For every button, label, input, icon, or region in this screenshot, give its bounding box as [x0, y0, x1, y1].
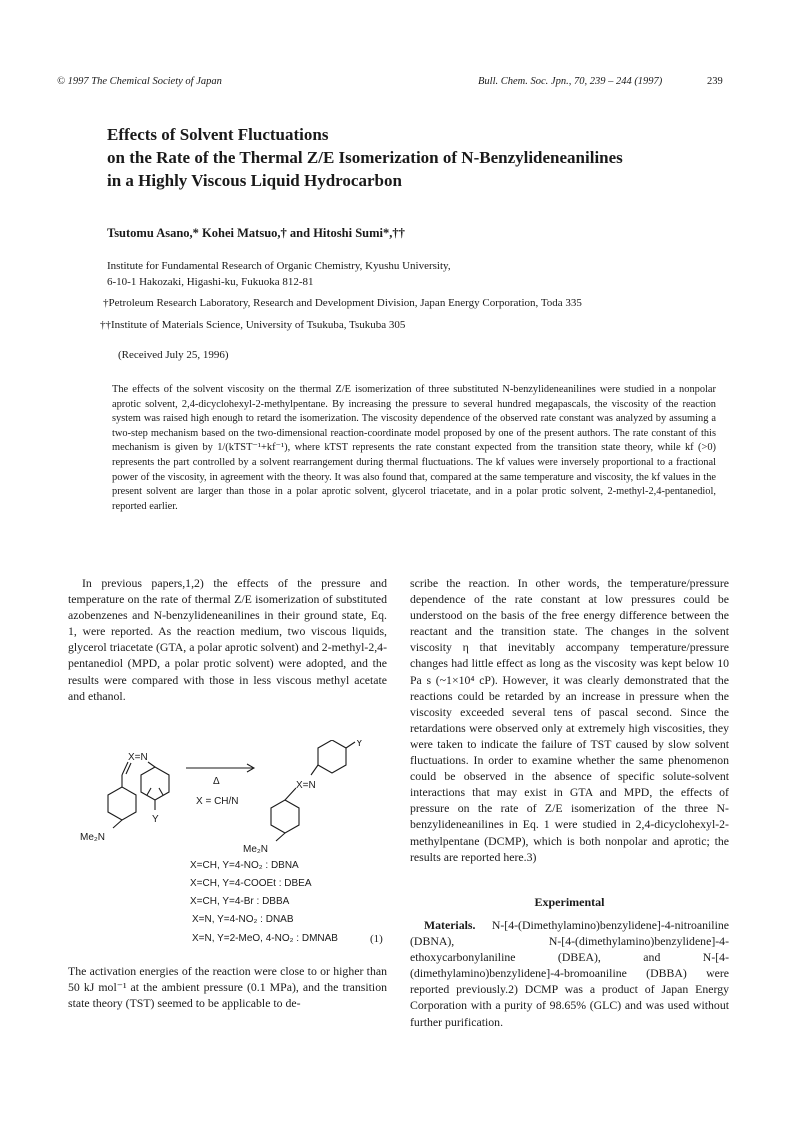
affiliation-1-line-1: Institute for Fundamental Research of Organic Chemistry, Kyushu University, — [107, 260, 451, 272]
compound-dbna: X=CH, Y=4-NO₂ : DBNA — [190, 860, 299, 871]
abstract: The effects of the solvent viscosity on the thermal Z/E isomerization of three substituted N-benzylideneanilines were studied in a nonpolar aprotic solvent, 2,4-dicyclohexyl-2-methylpentane. By increasing the pressure to several hundred megapascals, the viscosity of the reaction system was raised high enough to retard the isomerization. The viscosity dependence of the observed rate constant was analyzed by assuming a two-step mechanism based on the two-dimensional reaction-coordinate model proposed by one of the present authors. The rate constant of this mechanism is given by 1/(kTST⁻¹+kf⁻¹), where kTST represents the rate constant expected from the transition state theory, while kf (>0) represents the part controlled by a solvent rearrangement during thermal fluctuations. The kf values were inversely proportional to a fractional power of the viscosity, in agreement with the theory. It was also found that, compared at the same temperature and viscosity, the kf values in the present solvent are larger than those in a polar aprotic solvent, glycerol triacetate, and in a polar protic solvent, 2-methyl-2,4-pentanediol, reported earlier. — [112, 384, 716, 512]
compound-dbea: X=CH, Y=4-COOEt : DBEA — [190, 878, 312, 889]
title-line-3: in a Highly Viscous Liquid Hydrocarbon — [107, 171, 402, 190]
ring-right-d — [318, 740, 346, 773]
journal-copyright: © 1997 The Chemical Society of Japan — [57, 76, 222, 87]
scheme-xn-left: X=N — [128, 752, 148, 763]
scheme-y-left: Y — [152, 814, 159, 825]
intro-paragraph: In previous papers,1,2) the effects of the pressure and temperature on the rate of thermal Z/E isomerization of substituted azobenzenes and N-benzylideneanilines in their ground state, Eq. 1, were reported. As the reaction medium, two viscous liquids, glycerol triacetate (GTA, a polar aprotic solvent) and 2-methyl-2,4-pentanediol (MPD, a polar protic solvent) were adopted, and the results were compared with those in less viscous methyl acetate and ethanol. — [68, 576, 387, 703]
materials-label: Materials. — [424, 918, 476, 932]
authors: Tsutomu Asano,* Kohei Matsuo,† and Hitoshi Sumi*,†† — [107, 226, 405, 240]
ring-left-b — [141, 767, 169, 800]
page-number: 239 — [707, 76, 723, 87]
reaction-scheme — [68, 740, 388, 955]
title-line-1: Effects of Solvent Fluctuations — [107, 125, 329, 144]
title-line-2: on the Rate of the Thermal Z/E Isomerization of N-Benzylideneanilines — [107, 148, 623, 167]
journal-citation: Bull. Chem. Soc. Jpn., 70, 239 – 244 (1997) — [478, 76, 663, 87]
section-heading-experimental: Experimental — [534, 895, 605, 909]
scheme-x-definition: X = CH/N — [196, 796, 239, 807]
discussion-paragraph: scribe the reaction. In other words, the temperature/pressure dependence of the rate constant at low pressures could be understood on the basis of the free energy difference between the reactant and the transition state. The changes in the solvent viscosity η that inevitably accompany temperature/pressure changes had little effect as long as the viscosity was kept below 10 Pa s (~1×10⁴ cP). However, it was clearly demonstrated that the reactions could be retarded by an increase in pressure when the viscosity exceeded several tens of pascal second. Since the retardations were observed only at extremely high viscosities, they were taken to indicate the failure of TST caused by slow solvent fluctuations. In order to examine whether the same phenomenon could be observed in the absence of specific solute-solvent interactions that may exist in GTA and MPD, the effects of pressure on the rate of Z/E isomerization of the three N-benzylideneanilines in Eq. 1 were studied in 2,4-dicyclohexyl-2-methylpentane (DCMP), which is both nonpolar and aprotic; the results are reported here.3) — [410, 576, 729, 864]
equation-number: (1) — [370, 933, 383, 945]
scheme-me2n-right: Me₂N — [243, 844, 268, 855]
compound-dmnab: X=N, Y=2-MeO, 4-NO₂ : DMNAB — [192, 933, 338, 944]
materials-paragraph — [410, 917, 729, 1030]
affiliation-3: ††Institute of Materials Science, University of Tsukuba, Tsukuba 305 — [100, 319, 406, 331]
materials-text: N-[4-(Dimethylamino)benzylidene]-4-nitroaniline (DBNA), N-[4-(dimethylamino)benzylidene]-4-ethoxycarbonylaniline (DBEA), and N-[4-(dimethylamino)benzylidene]-4-bromoaniline (DBBA) were reported previously.2) DCMP was a product of Japan Energy Corporation with a purity of 98.65% (GLC) and was used without further purification. — [410, 918, 729, 1029]
affiliation-1-line-2: 6-10-1 Hakozaki, Higashi-ku, Fukuoka 812-81 — [107, 276, 314, 288]
ring-left-a — [108, 787, 136, 820]
scheme-y-right: Y — [356, 740, 363, 749]
scheme-delta: Δ — [213, 776, 220, 787]
activation-energy-paragraph: The activation energies of the reaction were close to or higher than 50 kJ mol⁻¹ at the ambient pressure (0.1 MPa), and the transition state theory (TST) seemed to be applicable to de- — [68, 964, 387, 1011]
scheme-me2n-left: Me₂N — [80, 832, 105, 843]
scheme-xn-right: X=N — [296, 780, 316, 791]
ring-right-c — [271, 800, 299, 833]
received-date: (Received July 25, 1996) — [118, 349, 229, 361]
compound-dnab: X=N, Y=4-NO₂ : DNAB — [192, 914, 294, 925]
affiliation-2: †Petroleum Research Laboratory, Research and Development Division, Japan Energy Corporation, Toda 335 — [103, 297, 582, 309]
compound-dbba: X=CH, Y=4-Br : DBBA — [190, 896, 290, 907]
